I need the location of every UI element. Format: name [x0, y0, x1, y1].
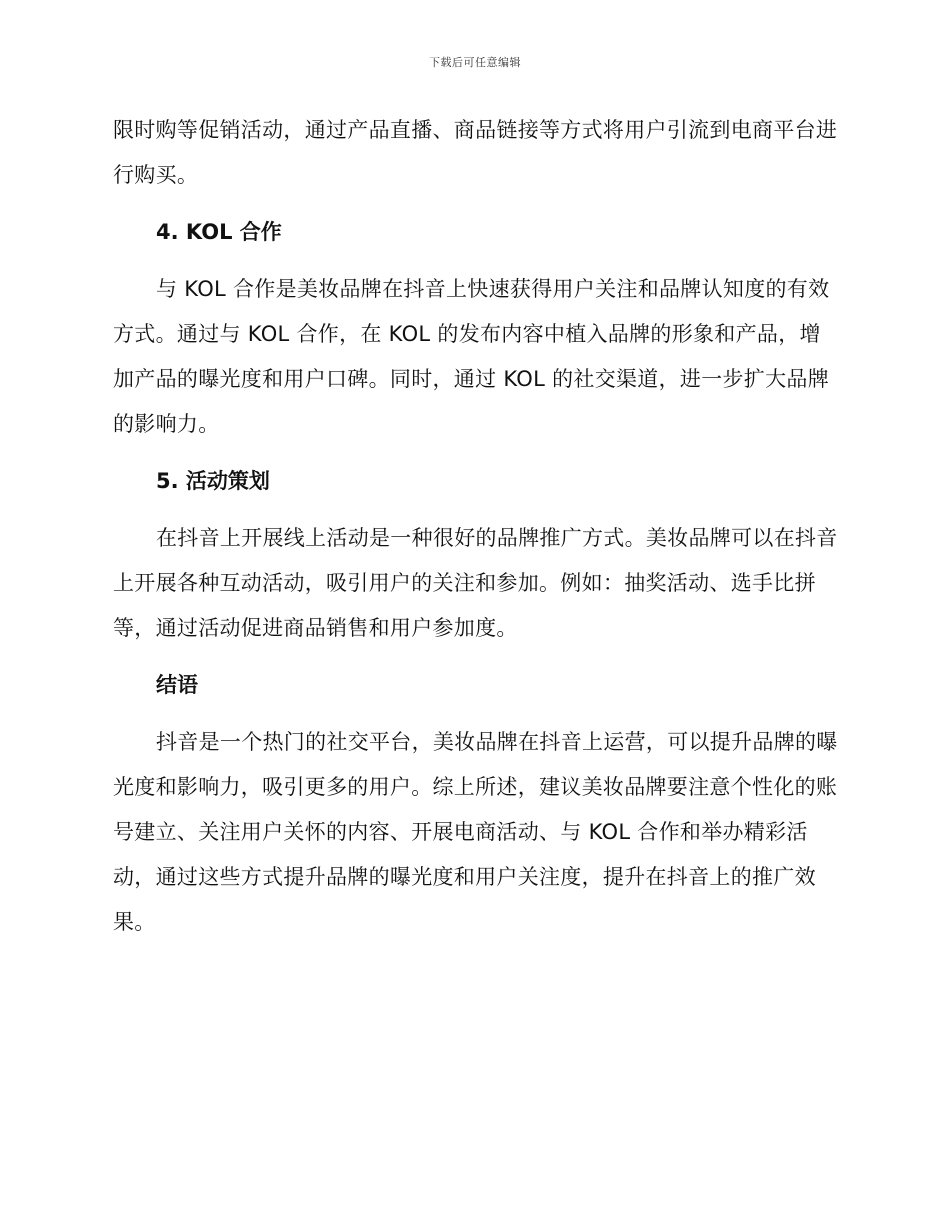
paragraph-kol: 与 KOL 合作是美妆品牌在抖音上快速获得用户关注和品牌认知度的有效方式。通过与 KOL 合作，在 KOL 的发布内容中植入品牌的形象和产品，增加产品的曝光度和用户口碑。同时，通过 KOL 的社交渠道，进一步扩大品牌的影响力。 — [113, 277, 830, 436]
paragraph-conclusion: 抖音是一个热门的社交平台，美妆品牌在抖音上运营，可以提升品牌的曝光度和影响力，吸引更多的用户。综上所述，建议美妆品牌要注意个性化的账号建立、关注用户关怀的内容、开展电商活动、与 KOL 合作和举办精彩活动，通过这些方式提升品牌的曝光度和用户关注度，提升在抖音上的推广效果。 — [113, 730, 838, 934]
document-body — [113, 108, 839, 945]
paragraph-continuation: 限时购等促销活动，通过产品直播、商品链接等方式将用户引流到电商平台进行购买。 — [113, 118, 838, 187]
page-header: 下载后可任意编辑 — [429, 56, 521, 69]
section-heading-conclusion: 结语 — [156, 673, 198, 697]
section-heading-kol: 4. KOL 合作 — [156, 220, 282, 244]
section-heading-activity: 5. 活动策划 — [156, 469, 270, 493]
paragraph-activity: 在抖音上开展线上活动是一种很好的品牌推广方式。美妆品牌可以在抖音上开展各种互动活动，吸引用户的关注和参加。例如：抽奖活动、选手比拼等，通过活动促进商品销售和用户参加度。 — [113, 526, 838, 640]
